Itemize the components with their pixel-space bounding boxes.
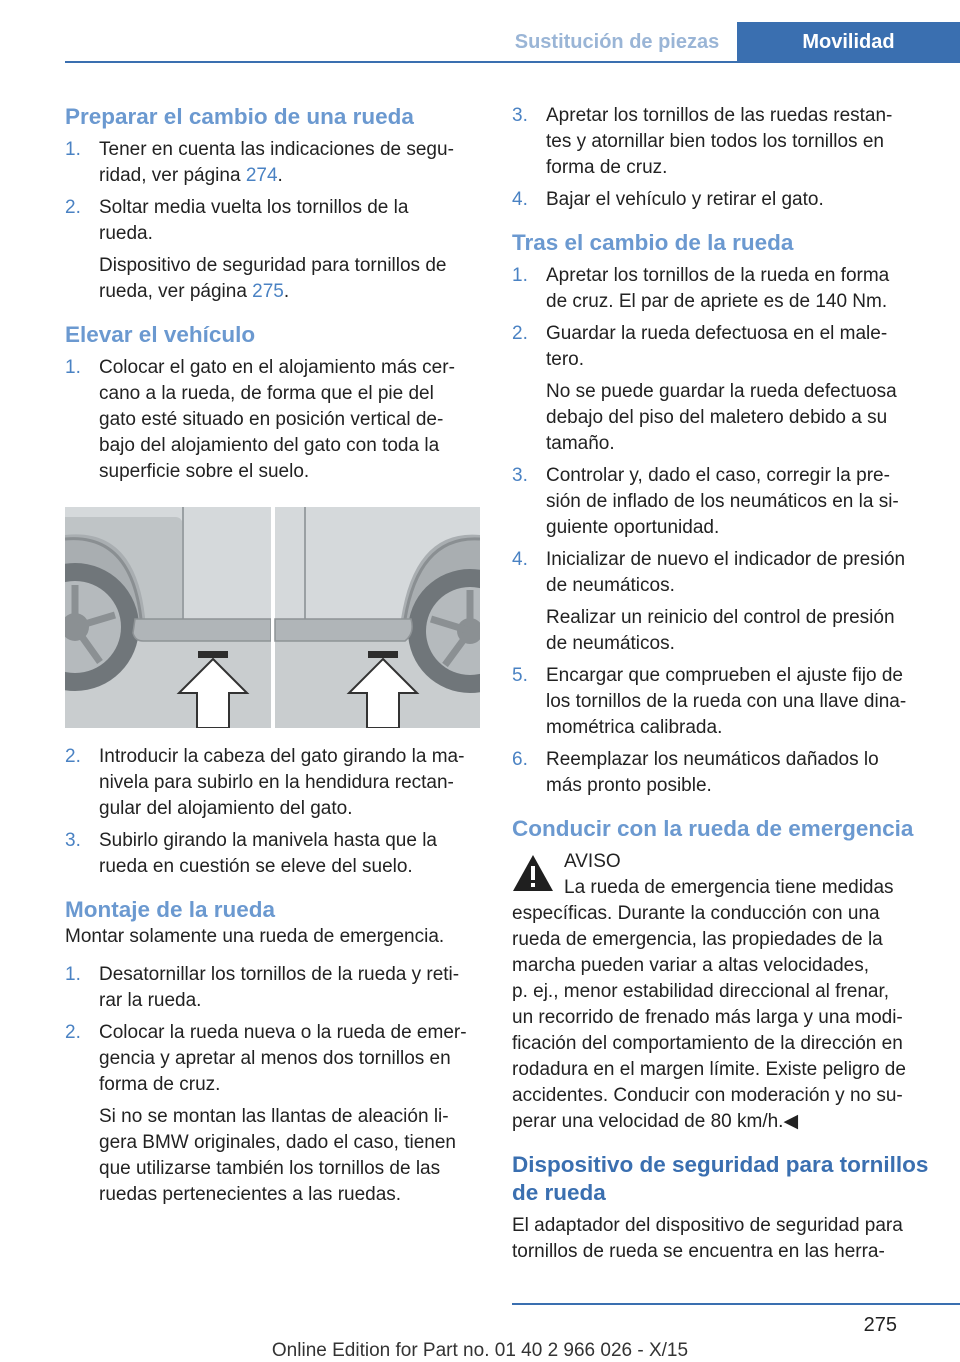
note-text: de neumáticos. (546, 633, 675, 654)
step-note (512, 379, 932, 457)
warning-line: p. ej., menor estabilidad direccional al frenar, (512, 981, 890, 1002)
step-text: Tener en cuenta las indicaciones de segu- (99, 139, 454, 160)
heading-line: Dispositivo de seguridad para tornillos (512, 1152, 929, 1177)
step-item (512, 263, 932, 315)
step-number: 1. (65, 357, 81, 378)
step-number: 3. (65, 830, 81, 851)
step-number: 6. (512, 749, 528, 770)
step-text: Inicializar de nuevo el indicador de presión (546, 549, 906, 570)
step-item (65, 137, 480, 189)
step-text: cano a la rueda, de forma que el pie del (99, 383, 434, 404)
step-text: tero. (546, 349, 585, 370)
jack-point-illustration (65, 507, 480, 728)
heading-mount-wheel: Montaje de la rueda (65, 897, 276, 922)
warning-label: AVISO (564, 851, 621, 872)
step-item (512, 547, 932, 599)
step-text: rueda. (99, 223, 153, 244)
warning-line: accidentes. Conducir con moderación y no su- (512, 1085, 903, 1106)
warning-block (512, 849, 932, 1135)
step-item (65, 1020, 480, 1098)
step-text: Soltar media vuelta los tornillos de la (99, 197, 409, 218)
step-text: más pronto posible. (546, 775, 712, 796)
step-text: bajo del alojamiento del gato con toda la (99, 435, 440, 456)
header-section-title: Sustitución de piezas (514, 31, 720, 53)
step-text: de cruz. El par de apriete es de 140 Nm. (546, 291, 888, 312)
step-number: 1. (512, 265, 528, 286)
step-text: tes y atornillar bien todos los tornillos en (546, 131, 884, 152)
note-text: Realizar un reinicio del control de presión (546, 607, 895, 628)
step-number: 1. (65, 139, 81, 160)
step-number: 3. (512, 465, 528, 486)
step-text: rar la rueda. (99, 990, 202, 1011)
step-number: 2. (65, 197, 81, 218)
footer-rule (512, 1303, 960, 1305)
step-item (65, 962, 480, 1014)
step-text: Introducir la cabeza del gato girando la ma- (99, 746, 465, 767)
right-column (512, 95, 932, 1265)
page-link-275[interactable]: 275 (252, 281, 284, 302)
step-text: los tornillos de la rueda con una llave dina- (546, 691, 907, 712)
step-item (65, 355, 480, 485)
heading-wheel-lock-device (512, 1151, 932, 1207)
step-number: 5. (512, 665, 528, 686)
page-number: 275 (863, 1314, 897, 1336)
step-text: Bajar el vehículo y retirar el gato. (546, 189, 824, 210)
heading-after-wheel-change: Tras el cambio de la rueda (512, 230, 794, 255)
warning-line: específicas. Durante la conducción con una (512, 903, 880, 924)
step-note (65, 253, 480, 305)
step-text: de neumáticos. (546, 575, 675, 596)
step-item (512, 103, 932, 181)
note-text: tamaño. (546, 433, 615, 454)
warning-triangle-icon (512, 853, 554, 895)
header-chapter-tab: Movilidad (737, 22, 960, 63)
step-item (512, 321, 932, 373)
heading-drive-emergency-wheel: Conducir con la rueda de emergencia (512, 816, 914, 841)
mount-intro: Montar solamente una rueda de emergencia. (65, 926, 445, 947)
step-text: Controlar y, dado el caso, corregir la pre- (546, 465, 890, 486)
step-text: forma de cruz. (99, 1074, 221, 1095)
step-number: 2. (512, 323, 528, 344)
step-text: Apretar los tornillos de la rueda en forma (546, 265, 890, 286)
warning-line: rodadura en el margen límite. Existe peligro de (512, 1059, 906, 1080)
step-text: sión de inflado de los neumáticos en la si- (546, 491, 899, 512)
step-text: Subirlo girando la manivela hasta que la (99, 830, 437, 851)
left-column (65, 95, 480, 1208)
step-text: gencia y apretar al menos dos tornillos en (99, 1048, 451, 1069)
note-text: . (283, 281, 290, 302)
step-number: 2. (65, 1022, 81, 1043)
step-item (65, 195, 480, 247)
note-text: Dispositivo de seguridad para tornillos de (99, 255, 447, 276)
heading-line: de rueda (512, 1180, 606, 1205)
warning-line: perar una velocidad de 80 km/h.◀ (512, 1111, 799, 1132)
step-text: Encargar que comprueben el ajuste fijo de (546, 665, 904, 686)
step-item (65, 828, 480, 880)
step-item (512, 463, 932, 541)
step-item (512, 663, 932, 741)
warning-line: un recorrido de frenado más larga y una modi- (512, 1007, 903, 1028)
note-text: Si no se montan las llantas de aleación li- (99, 1106, 449, 1127)
paragraph-line: El adaptador del dispositivo de seguridad para (512, 1215, 903, 1236)
header-rule (65, 61, 960, 63)
step-number: 3. (512, 105, 528, 126)
warning-line: ficación del comportamiento de la dirección en (512, 1033, 903, 1054)
step-text: gular del alojamiento del gato. (99, 798, 353, 819)
step-number: 1. (65, 964, 81, 985)
step-text: Apretar los tornillos de las ruedas restan- (546, 105, 893, 126)
front-jack-point-panel (275, 507, 480, 728)
step-note (512, 605, 932, 657)
footer-edition: Online Edition for Part no. 01 40 2 966 026 - X/15 (271, 1340, 689, 1361)
warning-line: marcha pueden variar a altas velocidades, (512, 955, 869, 976)
warning-text (512, 849, 932, 1135)
step-text: Colocar el gato en el alojamiento más cer- (99, 357, 455, 378)
step-item (512, 747, 932, 799)
note-text: que utilizarse también los tornillos de las (99, 1158, 441, 1179)
step-item (65, 744, 480, 822)
step-text: guiente oportunidad. (546, 517, 720, 538)
note-text: No se puede guardar la rueda defectuosa (546, 381, 897, 402)
step-number: 4. (512, 549, 528, 570)
warning-line: rueda de emergencia, las propiedades de la (512, 929, 883, 950)
heading-lift-vehicle: Elevar el vehículo (65, 322, 256, 347)
note-text: gera BMW originales, dado el caso, tienen (99, 1132, 456, 1153)
step-text: Desatornillar los tornillos de la rueda y reti- (99, 964, 460, 985)
note-text: debajo del piso del maletero debido a su (546, 407, 888, 428)
lock-paragraph (512, 1213, 932, 1265)
step-text: Colocar la rueda nueva o la rueda de emer- (99, 1022, 467, 1043)
step-text: Reemplazar los neumáticos dañados lo (546, 749, 879, 770)
heading-prepare-wheel-change: Preparar el cambio de una rueda (65, 104, 414, 129)
step-note (65, 1104, 480, 1208)
step-text: ridad, ver página (99, 165, 246, 186)
step-number: 2. (65, 746, 81, 767)
step-text: Guardar la rueda defectuosa en el male- (546, 323, 888, 344)
note-text: ruedas pertenecientes a las ruedas. (99, 1184, 402, 1205)
note-text: rueda, ver página (99, 281, 253, 302)
rear-jack-point-panel (65, 507, 271, 728)
page-link-274[interactable]: 274 (245, 165, 278, 186)
step-text: forma de cruz. (546, 157, 668, 178)
step-item (512, 187, 932, 213)
step-text: rueda en cuestión se eleve del suelo. (99, 856, 413, 877)
paragraph-line: tornillos de rueda se encuentra en las herra- (512, 1241, 885, 1262)
step-text: . (277, 165, 283, 186)
warning-line: La rueda de emergencia tiene medidas (564, 877, 894, 898)
step-text: mométrica calibrada. (546, 717, 723, 738)
step-number: 4. (512, 189, 528, 210)
step-text: gato esté situado en posición vertical de- (99, 409, 444, 430)
step-text: nivela para subirlo en la hendidura rectan- (99, 772, 454, 793)
step-text: superficie sobre el suelo. (99, 461, 310, 482)
